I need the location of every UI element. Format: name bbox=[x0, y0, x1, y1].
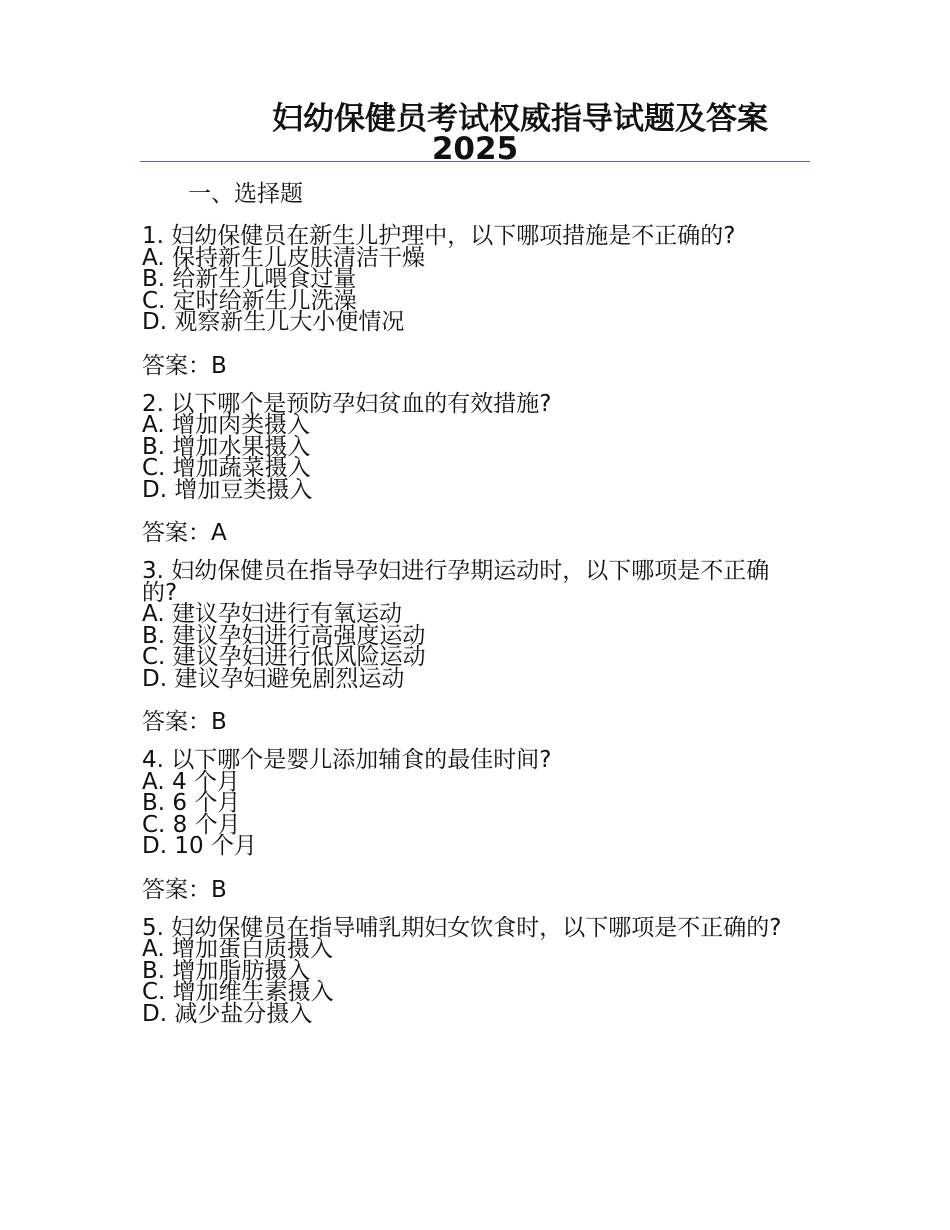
answer-option: B. 6 个月 bbox=[142, 790, 241, 816]
question-text: 3. 妇幼保健员在指导孕妇进行孕期运动时，以下哪项是不正确的? bbox=[142, 558, 770, 606]
answer-key: 答案：B bbox=[142, 352, 227, 379]
title-line-2: 2025 bbox=[431, 131, 519, 167]
answer-key: 答案：A bbox=[142, 520, 227, 546]
answer-option: A. 增加蛋白质摄入 bbox=[142, 936, 333, 962]
question-block bbox=[142, 223, 802, 335]
answer-option: A. 增加肉类摄入 bbox=[142, 412, 310, 438]
answer-option: C. 8 个月 bbox=[142, 811, 241, 838]
title-divider bbox=[140, 161, 810, 162]
answer-option: C. 增加蔬菜摄入 bbox=[142, 455, 311, 481]
question-block bbox=[142, 390, 802, 503]
answer-option: C. 建议孕妇进行低风险运动 bbox=[142, 644, 426, 670]
answer-option: C. 定时给新生儿洗澡 bbox=[142, 287, 357, 314]
question-text: 2. 以下哪个是预防孕妇贫血的有效措施? bbox=[142, 390, 552, 417]
answer-option: D. 增加豆类摄入 bbox=[142, 476, 313, 503]
answer-option: A. 建议孕妇进行有氧运动 bbox=[142, 601, 402, 627]
answer-option: D. 10 个月 bbox=[142, 833, 257, 859]
answer-option: D. 观察新生儿大小便情况 bbox=[142, 309, 405, 335]
question-block bbox=[142, 558, 802, 692]
answer-key: 答案：B bbox=[142, 709, 227, 735]
question-text: 1. 妇幼保健员在新生儿护理中，以下哪项措施是不正确的? bbox=[142, 223, 736, 249]
document-title bbox=[140, 101, 810, 167]
answer-option: B. 给新生儿喂食过量 bbox=[142, 266, 357, 292]
question-text: 5. 妇幼保健员在指导哺乳期妇女饮食时，以下哪项是不正确的? bbox=[142, 914, 782, 941]
answer-option: D. 减少盐分摄入 bbox=[142, 1000, 313, 1027]
answer-option: A. 保持新生儿皮肤清洁干燥 bbox=[142, 244, 425, 271]
section-heading: 一、选择题 bbox=[188, 181, 303, 207]
answer-key: 答案：B bbox=[142, 876, 227, 903]
answer-option: B. 建议孕妇进行高强度运动 bbox=[142, 622, 426, 649]
answer-option: B. 增加水果摄入 bbox=[142, 433, 311, 460]
question-text: 4. 以下哪个是婴儿添加辅食的最佳时间? bbox=[142, 747, 552, 773]
answer-option: D. 建议孕妇避免剧烈运动 bbox=[142, 665, 405, 692]
question-list bbox=[142, 223, 802, 1039]
title-line-1: 妇幼保健员考试权威指导试题及答案 bbox=[272, 101, 768, 137]
answer-option: B. 增加脂肪摄入 bbox=[142, 957, 311, 984]
answer-option: A. 4 个月 bbox=[142, 768, 240, 795]
answer-option: C. 增加维生素摄入 bbox=[142, 979, 334, 1005]
question-block bbox=[142, 914, 802, 1027]
question-block bbox=[142, 747, 802, 859]
